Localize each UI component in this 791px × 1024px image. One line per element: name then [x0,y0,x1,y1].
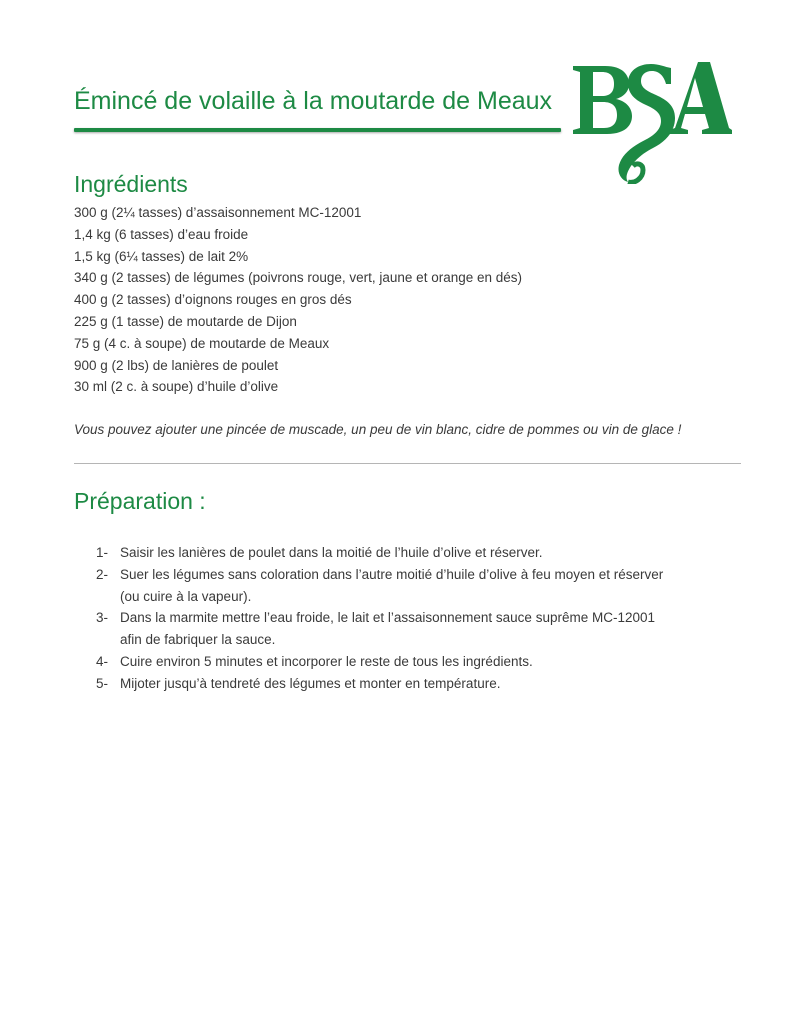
bsa-logo-icon [571,58,733,184]
ingredients-list [74,202,522,398]
ingredient-item: 1,4 kg (6 tasses) d’eau froide [74,226,249,242]
ingredient-item: 1,5 kg (6¼ tasses) de lait 2% [74,248,249,264]
step-item [96,673,696,695]
page-title: Émincé de volaille à la moutarde de Meaux [74,87,553,115]
ingredient-item: 225 g (1 tasse) de moutarde de Dijon [74,313,297,329]
ingredient-item: 300 g (2¼ tasses) d’assaisonnement MC-12001 [74,205,362,220]
step-item [96,651,696,673]
ingredient-item: 400 g (2 tasses) d’oignons rouges en gros dés [74,292,352,308]
step-text: Saisir les lanières de poulet dans la moitié de l’huile d’olive et réserver. [120,545,543,560]
step-number: 2- [96,566,109,582]
ingredient-item: 75 g (4 c. à soupe) de moutarde de Meaux [74,335,330,351]
step-text: Dans la marmite mettre l’eau froide, le lait et l’assaisonnement sauce suprême MC-12001 [120,610,655,626]
step-number: 1- [96,545,109,560]
step-item [96,564,696,608]
title-underline [74,128,561,132]
step-item [96,607,696,651]
step-number: 5- [96,675,109,691]
preparation-steps [96,542,696,695]
ingredient-item: 340 g (2 tasses) de légumes (poivrons rouge, vert, jaune et orange en dés) [74,270,523,286]
step-text: Cuire environ 5 minutes et incorporer le reste de tous les ingrédients. [120,653,533,669]
preparation-heading: Préparation : [74,488,206,514]
step-number: 4- [96,653,109,669]
ingredients-heading: Ingrédients [74,171,188,197]
serving-tip: Vous pouvez ajouter une pincée de muscade, un peu de vin blanc, cidre de pommes ou vin de glace ! [74,422,682,437]
ingredient-item: 30 ml (2 c. à soupe) d’huile d’olive [74,379,279,395]
step-item [96,542,696,564]
step-text-continued: afin de fabriquer la sauce. [120,632,276,648]
section-divider [74,463,741,464]
step-number: 3- [96,610,109,626]
ingredient-item: 900 g (2 lbs) de lanières de poulet [74,357,279,373]
step-text: Mijoter jusqu’à tendreté des légumes et monter en température. [120,675,501,691]
step-text: Suer les légumes sans coloration dans l’autre moitié d’huile d’olive à feu moyen et réserver [120,566,664,582]
step-text-continued: (ou cuire à la vapeur). [120,588,252,604]
